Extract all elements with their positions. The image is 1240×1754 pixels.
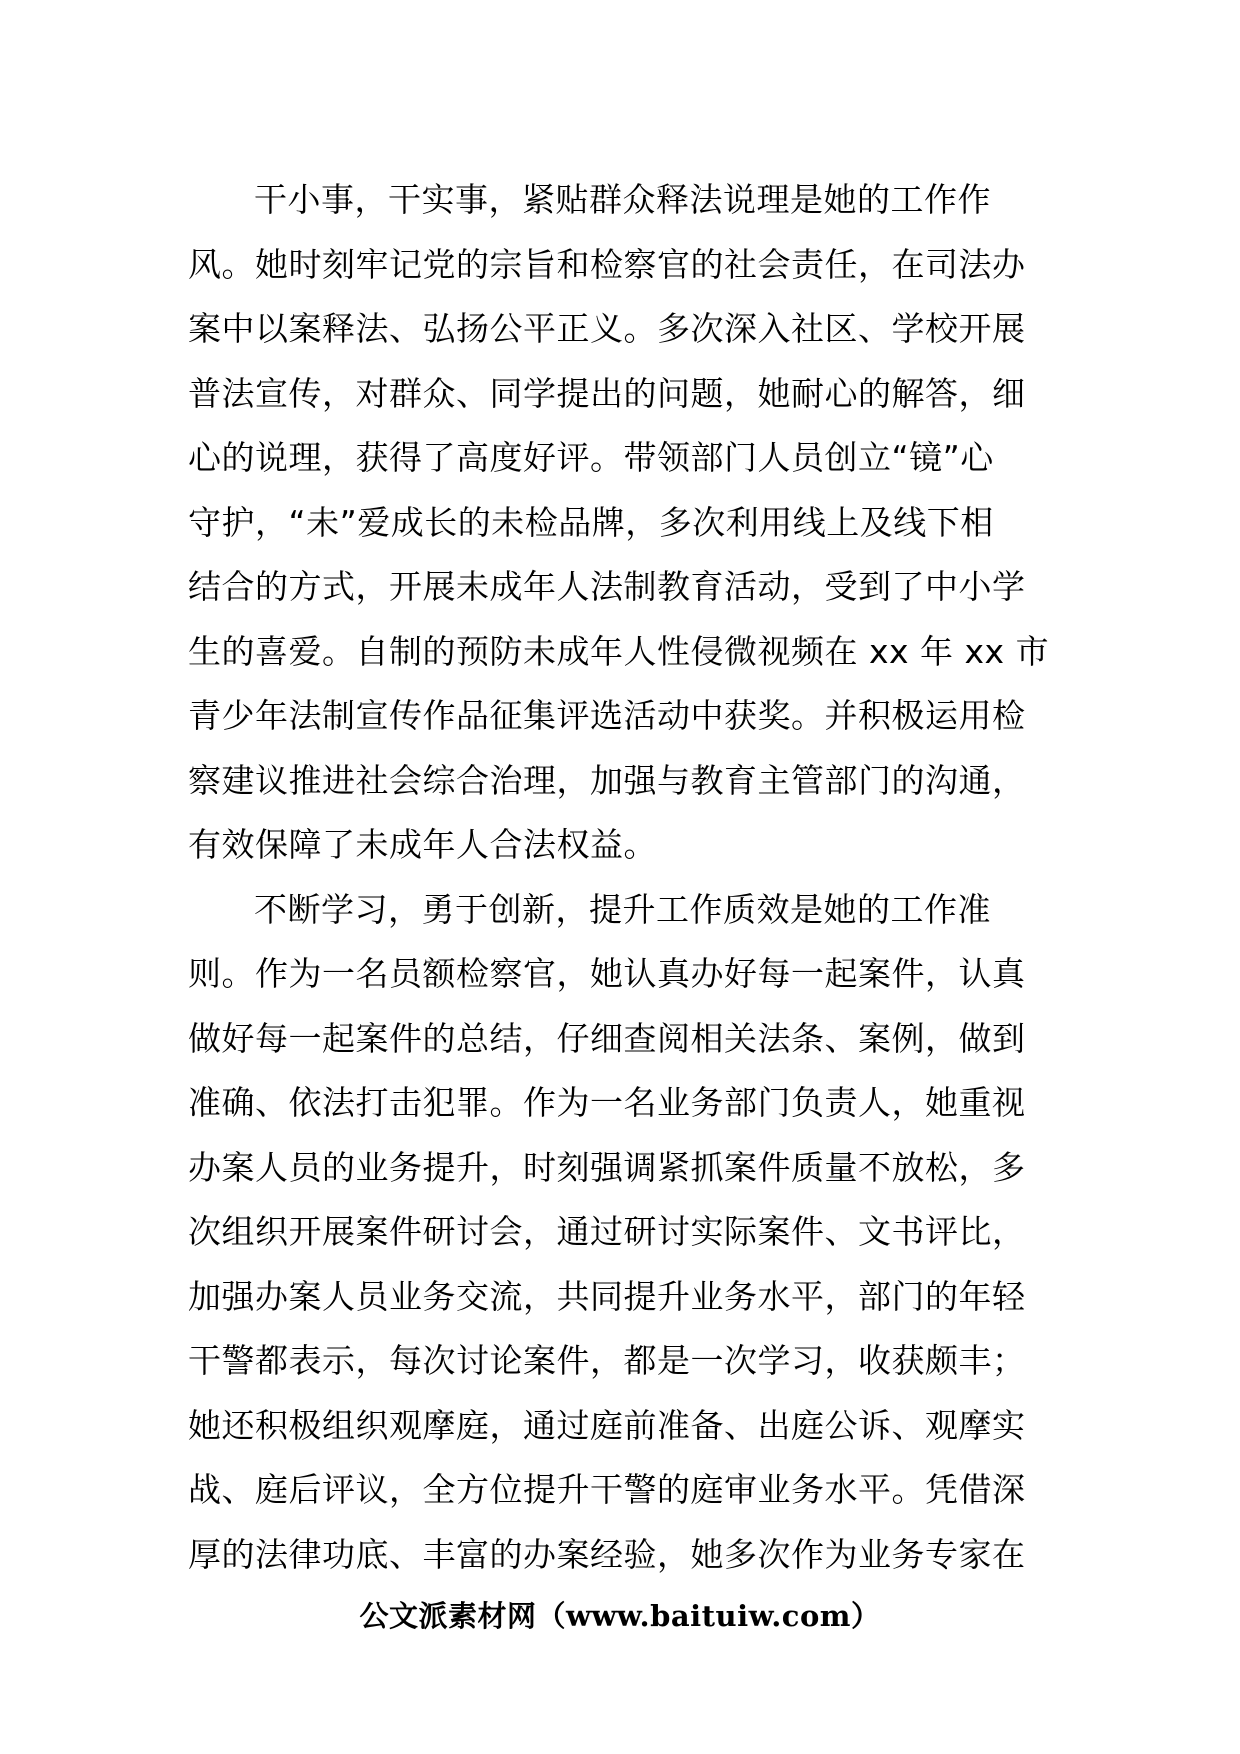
text-line: 生的喜爱。自制的预防未成年人性侵微视频在 xx 年 xx 市 (188, 631, 1050, 671)
text-line: 结合的方式，开展未成年人法制教育活动，受到了中小学 (188, 567, 1026, 606)
text-line: 察建议推进社会综合治理，加强与教育主管部门的沟通， (188, 760, 1026, 800)
text-line: 风。她时刻牢记党的宗旨和检察官的社会责任，在司法办 (188, 244, 1026, 284)
text-line: 案中以案释法、弘扬公平正义。多次深入社区、学校开展 (188, 309, 1026, 348)
paragraph (188, 168, 1052, 878)
text-line: 厚的法律功底、丰富的办案经验，她多次作为业务专家在 (188, 1534, 1026, 1574)
text-line: 做好每一起案件的总结，仔细查阅相关法条、案例，做到 (188, 1018, 1026, 1058)
paragraph (188, 878, 1052, 1588)
text-line: 加强办案人员业务交流，共同提升业务水平，部门的年轻 (188, 1276, 1026, 1316)
text-line: 青少年法制宣传作品征集评选活动中获奖。并积极运用检 (188, 696, 1026, 735)
text-line: 心的说理，获得了高度好评。带领部门人员创立“镜”心 (188, 438, 994, 477)
document-body (188, 168, 1052, 1587)
text-line: 次组织开展案件研讨会，通过研讨实际案件、文书评比， (188, 1212, 1026, 1251)
text-line: 办案人员的业务提升，时刻强调紧抓案件质量不放松，多 (188, 1147, 1026, 1187)
text-line: 干小事，干实事，紧贴群众释法说理是她的工作作 (254, 180, 991, 219)
text-line: 干警都表示，每次讨论案件，都是一次学习，收获颇丰； (188, 1341, 1026, 1380)
text-line: 守护，“未”爱成长的未检品牌，多次利用线上及线下相 (188, 502, 994, 542)
page-footer: 公文派素材网（www.baituiw.com） (359, 1599, 881, 1633)
text-line: 战、庭后评议，全方位提升干警的庭审业务水平。凭借深 (188, 1470, 1026, 1509)
text-line: 有效保障了未成年人合法权益。 (188, 825, 657, 864)
text-line: 普法宣传，对群众、同学提出的问题，她耐心的解答，细 (188, 373, 1026, 413)
text-line: 不断学习，勇于创新，提升工作质效是她的工作准 (254, 889, 991, 929)
text-line: 准确、依法打击犯罪。作为一名业务部门负责人，她重视 (188, 1083, 1026, 1122)
text-line: 则。作为一名员额检察官，她认真办好每一起案件，认真 (188, 954, 1026, 993)
text-line: 她还积极组织观摩庭，通过庭前准备、出庭公诉、观摩实 (188, 1405, 1026, 1445)
